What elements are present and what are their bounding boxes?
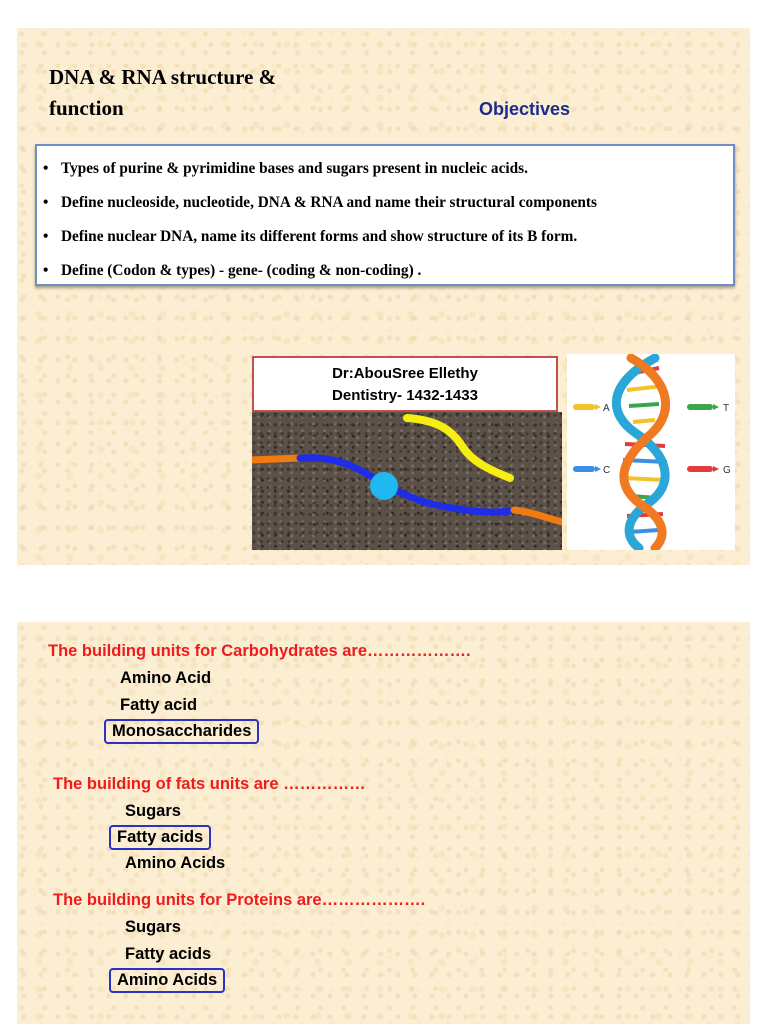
- dna-strand-illustration: [252, 412, 562, 550]
- answer-option: Amino Acid: [120, 669, 212, 687]
- answer-options: [117, 914, 425, 993]
- answer-option-correct: Amino Acids: [109, 968, 225, 993]
- base-c-marker: [573, 465, 610, 476]
- base-label-c: C: [603, 465, 611, 476]
- answer-option-correct: Fatty acids: [109, 825, 211, 850]
- objectives-heading: Objectives: [479, 99, 571, 119]
- answer-options: [117, 798, 366, 877]
- base-a-marker: [573, 403, 610, 414]
- base-label-a: A: [603, 403, 610, 414]
- question-proteins: [53, 891, 425, 993]
- author-name: Dr:AbouSree Ellethy: [332, 365, 478, 382]
- slide-title-line-1: DNA & RNA structure &: [49, 65, 277, 89]
- yellow-strand: [407, 418, 510, 478]
- answer-options: [112, 665, 471, 744]
- question-prompt: The building units for Proteins are……………….: [53, 891, 426, 909]
- orange-strand-right: [514, 510, 562, 522]
- double-helix-illustration: [567, 354, 735, 550]
- base-t-marker: [687, 403, 729, 414]
- author-box: [252, 356, 558, 412]
- cyan-node: [370, 472, 398, 500]
- objective-item: • Define nuclear DNA, name its different forms and show structure of its B form.: [43, 220, 727, 254]
- answer-option: Sugars: [125, 802, 181, 820]
- objective-item: • Types of purine & pyrimidine bases and sugars present in nucleic acids.: [43, 152, 727, 186]
- base-label-g: G: [723, 465, 731, 476]
- author-affiliation: Dentistry- 1432-1433: [332, 387, 478, 404]
- base-g-marker: [687, 465, 731, 476]
- answer-option: Amino Acids: [125, 854, 226, 872]
- base-label-t: T: [723, 403, 730, 414]
- answer-option-correct: Monosaccharides: [104, 719, 259, 744]
- objectives-list: [43, 152, 727, 288]
- objectives-box: [35, 144, 735, 286]
- orange-strand-left: [252, 458, 300, 460]
- slide-building-units-quiz: [17, 622, 750, 1024]
- question-prompt: The building units for Carbohydrates are……………….: [48, 642, 471, 660]
- answer-option: Fatty acid: [120, 696, 198, 714]
- answer-option: Fatty acids: [125, 945, 212, 963]
- slide-title: [49, 62, 276, 124]
- slide-dna-rna-objectives: [17, 28, 750, 565]
- slide-title-line-2: function: [49, 96, 124, 120]
- question-fats: [53, 775, 366, 877]
- objective-item: • Define nucleoside, nucleotide, DNA & RNA and name their structural components: [43, 186, 727, 220]
- question-carbohydrates: [48, 642, 471, 744]
- question-prompt: The building of fats units are ……………: [53, 775, 366, 793]
- objective-item: • Define (Codon & types) - gene- (coding & non-coding) .: [43, 254, 727, 288]
- dna-strand-drawing: [252, 412, 562, 550]
- answer-option: Sugars: [125, 918, 181, 936]
- double-helix-drawing: [567, 354, 735, 550]
